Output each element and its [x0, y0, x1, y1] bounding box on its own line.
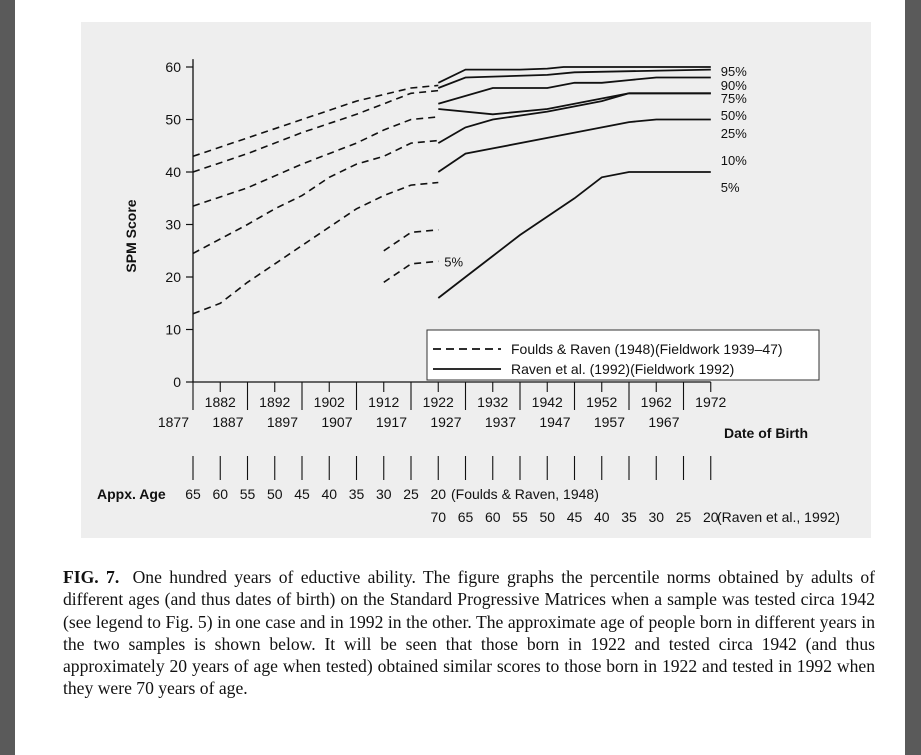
x-tick-label: 1967 — [648, 414, 680, 430]
y-tick-label: 60 — [165, 59, 181, 75]
x-tick-label: 1877 — [157, 414, 189, 430]
x-tick-label: 1972 — [695, 394, 727, 410]
y-tick-label: 20 — [165, 269, 181, 285]
x-tick-label: 1957 — [593, 414, 625, 430]
document-page — [15, 0, 905, 755]
age-label-foulds: 40 — [321, 486, 338, 502]
x-tick-label: 1927 — [430, 414, 462, 430]
age-label-raven: 40 — [593, 509, 610, 525]
solid-label-95pct: 95% — [720, 64, 747, 79]
x-tick-label: 1907 — [321, 414, 353, 430]
age-label-raven: 50 — [539, 509, 556, 525]
y-axis-title: SPM Score — [123, 199, 139, 273]
age-label-raven: 25 — [675, 509, 692, 525]
solid-label-10pct: 10% — [720, 153, 747, 168]
x-tick-label: 1917 — [375, 414, 407, 430]
age-label-foulds: 45 — [294, 486, 310, 502]
chart-background — [81, 22, 871, 538]
y-tick-label: 0 — [173, 374, 181, 390]
age-label-foulds: 25 — [403, 486, 419, 502]
caption-label: FIG. 7. — [63, 567, 120, 587]
legend-solid-label: Raven et al. (1992)(Fieldwork 1992) — [511, 361, 735, 377]
solid-label-50pct: 50% — [720, 108, 747, 123]
solid-label-5pct: 5% — [720, 180, 740, 195]
x-tick-label: 1942 — [531, 394, 563, 410]
legend-dashed-label: Foulds & Raven (1948)(Fieldwork 1939–47) — [511, 341, 783, 357]
x-tick-label: 1947 — [539, 414, 571, 430]
x-tick-label: 1962 — [640, 394, 672, 410]
age-label-foulds: 60 — [212, 486, 229, 502]
chart-legend — [427, 330, 819, 380]
figure-caption — [63, 566, 875, 700]
y-tick-label: 10 — [165, 321, 181, 338]
x-tick-label: 1882 — [204, 394, 236, 410]
solid-label-90pct: 90% — [720, 78, 747, 93]
age-label-raven: 65 — [457, 509, 474, 525]
age-label-raven: 60 — [484, 509, 501, 525]
ages-raven-note: (Raven et al., 1992) — [717, 509, 840, 525]
age-label-raven: 35 — [621, 509, 637, 525]
x-tick-label: 1897 — [266, 414, 298, 430]
y-tick-label: 50 — [165, 111, 181, 128]
age-label-raven: 20 — [702, 509, 719, 525]
x-tick-label: 1912 — [368, 394, 400, 410]
age-label-raven: 30 — [648, 509, 665, 525]
age-label-foulds: 30 — [375, 486, 392, 502]
x-tick-label: 1932 — [477, 394, 509, 410]
age-label-foulds: 55 — [239, 486, 256, 502]
y-tick-label: 30 — [165, 216, 181, 233]
x-tick-label: 1892 — [259, 394, 291, 410]
spm-percentile-chart — [15, 0, 905, 560]
ages-foulds-note: (Foulds & Raven, 1948) — [451, 486, 599, 502]
y-tick-label: 40 — [165, 164, 181, 180]
age-label-foulds: 35 — [348, 486, 365, 502]
age-row-label: Appx. Age — [97, 486, 166, 502]
x-tick-label: 1902 — [313, 394, 345, 410]
caption-text: One hundred years of eductive ability. The figure graphs the percentile norms obtained by adults of different ages (and thus dates of birth) on the Standard Progressive Matrices when a sample was tested circa 1942 (see legend to Fig. 5) in one case and in 1992 in the other. The approximate age of people born in different years in the two samples is shown below. It will be seen that those born in 1922 and tested circa 1942 (and thus approximately 20 years of age when tested) obtained similar scores to those born in 1922 and tested in 1992 when they were 70 years of age. — [63, 567, 875, 699]
age-label-raven: 70 — [430, 509, 447, 525]
age-label-foulds: 20 — [430, 486, 447, 502]
age-label-foulds: 50 — [266, 486, 283, 502]
x-tick-label: 1937 — [484, 414, 516, 430]
age-label-raven: 55 — [512, 509, 528, 525]
age-label-raven: 45 — [566, 509, 583, 525]
x-tick-label: 1952 — [586, 394, 618, 410]
x-tick-label: 1887 — [212, 414, 244, 430]
x-tick-label: 1922 — [422, 394, 454, 410]
dashed-label-5pct: 5% — [444, 254, 464, 270]
age-label-foulds: 65 — [185, 486, 201, 502]
x-axis-title: Date of Birth — [724, 425, 808, 441]
solid-label-25pct: 25% — [720, 126, 747, 141]
solid-label-75pct: 75% — [720, 91, 747, 106]
